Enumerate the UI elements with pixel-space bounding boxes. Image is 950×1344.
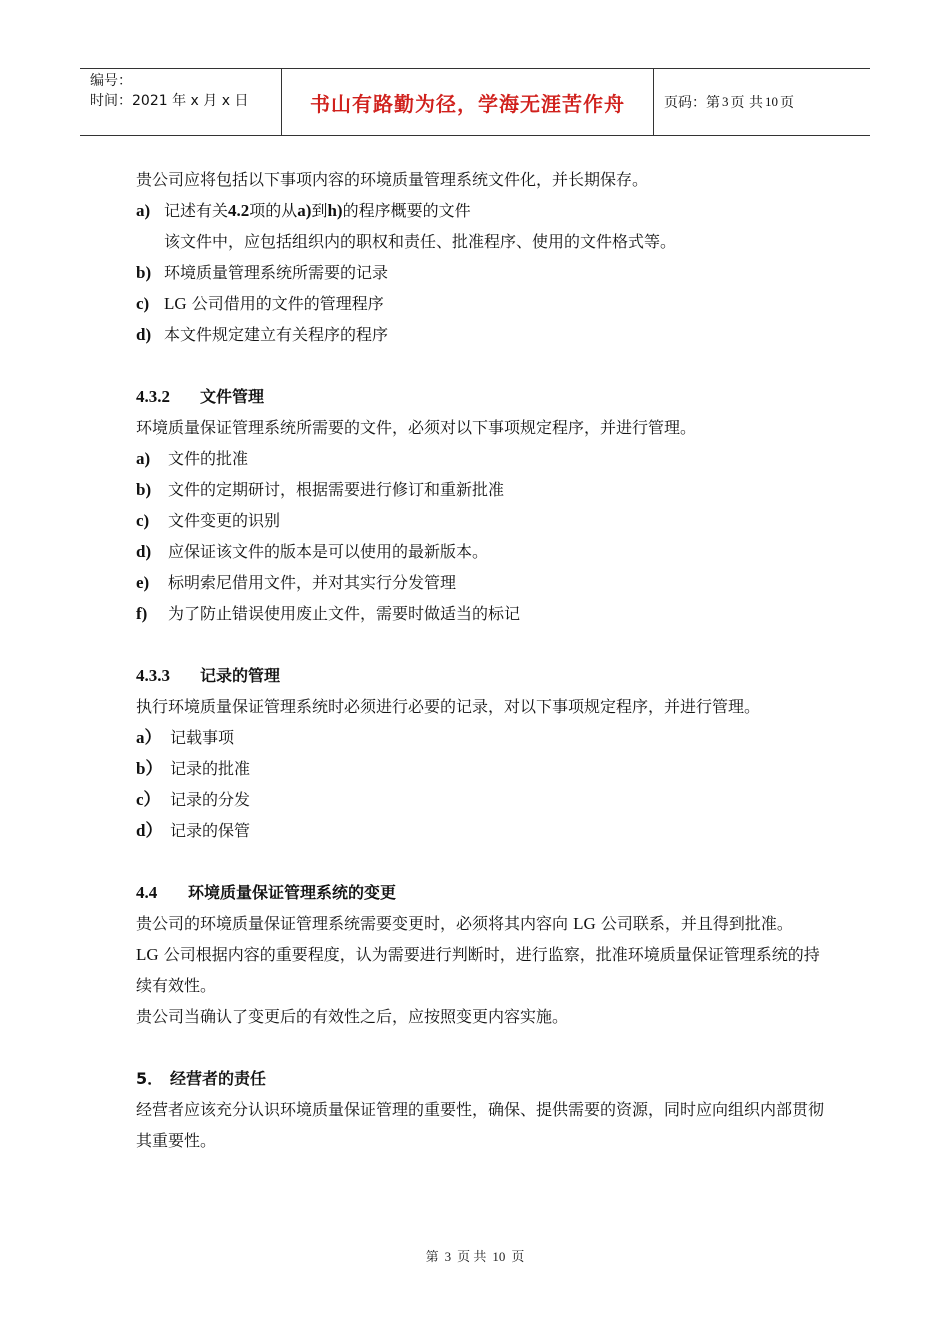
list-item-label: f) bbox=[136, 604, 148, 623]
list-item-label: c） bbox=[136, 790, 161, 809]
list-item-text: 为了防止错误使用废止文件，需要时做适当的标记 bbox=[168, 604, 521, 623]
list-item-text: 记录的分发 bbox=[170, 790, 251, 809]
footer-mid: 页 共 bbox=[457, 1249, 487, 1264]
list-item-text: 公司借用的文件的管理程序 bbox=[191, 294, 384, 313]
company-abbr: LG bbox=[136, 945, 159, 964]
list-item-text: 到 bbox=[311, 201, 328, 220]
list-item-text: 文件变更的识别 bbox=[168, 511, 281, 530]
company-abbr: LG bbox=[164, 294, 187, 313]
list-item bbox=[136, 505, 826, 536]
list-item-text: 项的从 bbox=[249, 201, 298, 220]
paragraph: 贵公司当确认了变更后的有效性之后，应按照变更内容实施。 bbox=[136, 1007, 569, 1026]
list-item-text: 文件的定期研讨，根据需要进行修订和重新批准 bbox=[168, 480, 505, 499]
page-footer bbox=[0, 1246, 950, 1265]
list-item-text: 应保证该文件的版本是可以使用的最新版本。 bbox=[168, 542, 489, 561]
section-number: 4.3.3 bbox=[136, 666, 170, 685]
footer-suffix: 页 bbox=[511, 1249, 525, 1264]
footer-page-total: 10 bbox=[492, 1249, 506, 1264]
list-item-subtext: 该文件中，应包括组织内的职权和责任、批准程序、使用的文件格式等。 bbox=[164, 232, 677, 251]
list-item bbox=[136, 195, 826, 226]
document-number-label: 编号： bbox=[90, 73, 132, 89]
header-page-total: 10 bbox=[764, 94, 778, 109]
section-intro: 执行环境质量保证管理系统时必须进行必要的记录，对以下事项规定程序，并进行管理。 bbox=[136, 697, 761, 716]
list-item-text: 的程序概要的文件 bbox=[342, 201, 471, 220]
section-number: 4.3.2 bbox=[136, 387, 170, 406]
list-item bbox=[136, 598, 826, 629]
section-number: 5． bbox=[136, 1069, 164, 1088]
list-item-text: 本文件规定建立有关程序的程序 bbox=[164, 325, 389, 344]
paragraph: 经营者应该充分认识环境质量保证管理的重要性，确保、提供需要的资源，同时应向组织内部贯彻其重要性。 bbox=[136, 1100, 825, 1150]
section-intro: 贵公司应将包括以下事项内容的环境质量管理系统文件化，并长期保存。 bbox=[136, 170, 649, 189]
list-item bbox=[136, 536, 826, 567]
list-item bbox=[136, 288, 826, 319]
list-item-text: 记录的保管 bbox=[170, 821, 251, 840]
document-body bbox=[136, 164, 826, 1156]
footer-page-current: 3 bbox=[444, 1249, 452, 1264]
section-title: 环境质量保证管理系统的变更 bbox=[188, 883, 397, 902]
reference-number: 4.2 bbox=[228, 201, 250, 220]
company-abbr: LG bbox=[573, 914, 596, 933]
footer-prefix: 第 bbox=[425, 1249, 439, 1264]
list-item bbox=[136, 815, 826, 846]
page-header bbox=[80, 68, 870, 136]
header-page-prefix: 页码：第 bbox=[664, 95, 720, 111]
section-heading-5 bbox=[136, 1063, 826, 1094]
reference-label: h) bbox=[327, 201, 343, 220]
paragraph bbox=[136, 908, 826, 939]
list-item-text: 标明索尼借用文件，并对其实行分发管理 bbox=[168, 573, 457, 592]
list-item-label: b) bbox=[136, 480, 152, 499]
reference-label: a) bbox=[297, 201, 312, 220]
section-heading-4-3-3 bbox=[136, 660, 826, 691]
section-heading-4-3-2 bbox=[136, 381, 826, 412]
header-page-current: 3 bbox=[722, 94, 729, 109]
header-motto: 书山有路勤为径，学海无涯苦作舟 bbox=[282, 69, 654, 135]
section-heading-4-4 bbox=[136, 877, 826, 908]
list-item-label: a) bbox=[136, 449, 151, 468]
paragraph-text: 贵公司的环境质量保证管理系统需要变更时，必须将其内容向 bbox=[136, 914, 569, 933]
paragraph-text: 公司联系，并且得到批准。 bbox=[600, 914, 793, 933]
list-item bbox=[136, 784, 826, 815]
list-item-text: 文件的批准 bbox=[168, 449, 249, 468]
list-item-label: e) bbox=[136, 573, 150, 592]
list-item-label: c) bbox=[136, 511, 150, 530]
list-item bbox=[136, 319, 826, 350]
list-item bbox=[136, 753, 826, 784]
list-item-text: 记录的批准 bbox=[170, 759, 251, 778]
list-item-label: a） bbox=[136, 728, 162, 747]
list-item bbox=[136, 443, 826, 474]
section-intro: 环境质量保证管理系统所需要的文件，必须对以下事项规定程序，并进行管理。 bbox=[136, 418, 697, 437]
list-item-label: d) bbox=[136, 325, 152, 344]
list-item-label: b) bbox=[136, 263, 152, 282]
list-item-label: c) bbox=[136, 294, 150, 313]
list-item-label: b） bbox=[136, 759, 163, 778]
header-page-suffix: 页 bbox=[779, 95, 794, 111]
section-title: 经营者的责任 bbox=[170, 1069, 267, 1088]
paragraph-text: 公司根据内容的重要程度，认为需要进行判断时，进行监察，批准环境质量保证管理系统的持续有效性。 bbox=[136, 945, 820, 995]
list-item bbox=[136, 567, 826, 598]
header-page-mid: 页 共 bbox=[730, 95, 763, 111]
list-item-text: 记述有关 bbox=[164, 201, 229, 220]
list-item-label: d) bbox=[136, 542, 152, 561]
section-title: 文件管理 bbox=[200, 387, 265, 406]
section-number: 4.4 bbox=[136, 883, 158, 902]
list-item bbox=[136, 257, 826, 288]
list-item bbox=[136, 474, 826, 505]
section-title: 记录的管理 bbox=[200, 666, 281, 685]
list-item-label: d） bbox=[136, 821, 163, 840]
paragraph bbox=[136, 939, 826, 1001]
list-item-text: 记载事项 bbox=[170, 728, 235, 747]
list-item-text: 环境质量管理系统所需要的记录 bbox=[164, 263, 389, 282]
header-meta bbox=[80, 69, 282, 135]
list-item bbox=[136, 722, 826, 753]
list-item-label: a) bbox=[136, 201, 151, 220]
header-page-info bbox=[654, 69, 870, 135]
document-time: 时间：2021 年 x 月 x 日 bbox=[90, 93, 249, 109]
